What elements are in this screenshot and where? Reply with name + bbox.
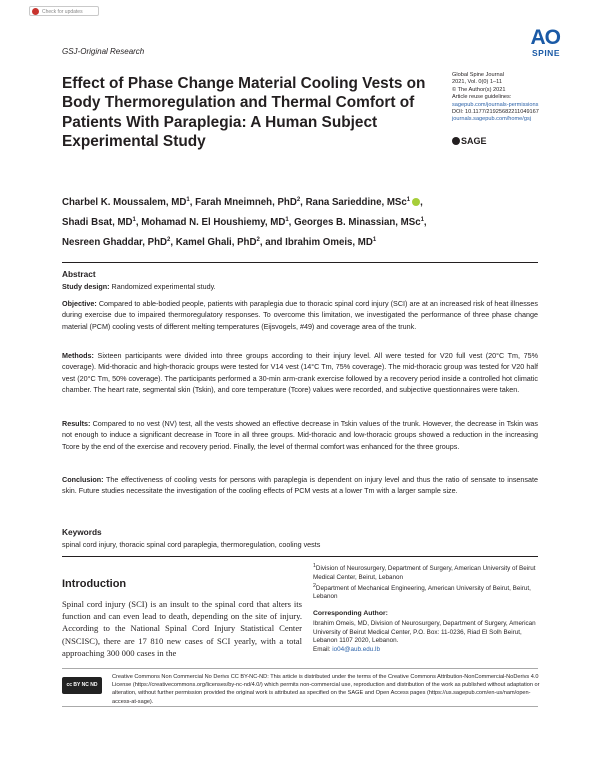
article-title: Effect of Phase Change Material Cooling Vests on Body Thermoregulation and Thermal Comfort of Patients With Paraplegia: A Human Subject Experimental Study (62, 75, 426, 151)
author: Farah Mneimneh, PhD (195, 197, 297, 209)
corresponding-author-heading: Corresponding Author: (313, 610, 388, 617)
update-icon (32, 8, 39, 15)
introduction-text: Spinal cord injury (SCI) is an insult to the spinal cord that alters its function and can even lead to death, depending on the site of injury. According to the National Spinal Cord Injury Statistical Center (NSCISC), there are 17 810 new cases of SCI yearly, with a total approaching 300 000 cases in the (62, 599, 302, 658)
affiliation-1: $^1$Division of Neurosurgery, Department of Surgery, American University of Beirut Medical Center, Beirut, Lebanon (313, 563, 536, 581)
divider (62, 668, 538, 669)
introduction-heading: Introduction (62, 578, 127, 590)
meta-reuse: Article reuse guidelines: (452, 94, 512, 101)
abstract-methods: Methods: Sixteen participants were divided into three groups according to their injury level. All were tested for V20 full vest (20°C Tm, 75% coverage). Mid-thoracic and high-thoracic groups were tested for V14 vest (14°C Tm, 75% coverage). The mid-thoracic group was tested for V20 half vest (20°C Tm, 50% coverage). The participants performed a 30-min arm-crank exercise followed by a recovery period inside a controlled hot climatic chamber. The heart rate, segmental skin (Tskin), and core temperature (Tcore) values were recorded, and subjective questionnaires were taken. (62, 351, 538, 394)
license-text: Creative Commons Non Commercial No Derivs CC BY-NC-ND: This article is distributed under the terms of the Creative Commons Attribution-NonCommercial-NoDerivs 4.0 License (https://creativecommons.org/licenses/by-nc-nd/4.0/) which permits non-commercial use, reproduction and distribution of the work as published without adaptation or alteration, without further permission provided the original work is attributed as specified on the SAGE and Open Access pages (https://us.sagepub.com/en-us/nam/open-access-at-sage). (112, 674, 540, 705)
article-category: GSJ-Original Research (62, 47, 145, 56)
author: Rana Sarieddine, MSc (305, 197, 407, 209)
abstract-heading: Abstract (62, 269, 96, 279)
meta-volume: 2021, Vol. 0(0) 1–11 (452, 79, 502, 86)
orcid-icon[interactable] (412, 198, 420, 206)
divider (62, 556, 538, 557)
author: Kamel Ghali, PhD (175, 237, 257, 249)
email-link[interactable]: io04@aub.edu.lb (332, 645, 380, 653)
keywords-heading: Keywords (62, 527, 102, 537)
abstract-study-design: Study design: Randomized experimental study. (62, 282, 216, 291)
abstract-objective: Objective: Compared to able-bodied people, patients with paraplegia due to thoracic spinal cord injury (SCI) are at an increased risk of heat illnesses during exercise due to impaired thermoregulatory responses. To overcome this limitation, we investigated the performance of three phase change material (PCM) cooling vests of different melting temperatures (Eijsvogels, #49) and coverage area of the trunk. (62, 299, 538, 331)
meta-journal-link[interactable]: journals.sagepub.com/home/gsj (452, 116, 531, 123)
author: Ibrahim Omeis, MD (285, 237, 373, 249)
affiliation-2: $^2$Department of Mechanical Engineering, American University of Beirut, Beirut, Lebanon (313, 582, 531, 601)
abstract-conclusion: Conclusion: The effectiveness of cooling vests for persons with paraplegia is dependent on injury level and thus the ratio of sensate to insensate skin. Future studies necessitate the investigation of the cooling effects of PCM vests at a lower Tm with a larger sample size. (62, 475, 538, 496)
author: Charbel K. Moussalem, MD (62, 197, 187, 209)
keywords-list: spinal cord injury, thoracic spinal cord paraplegia, thermoregulation, cooling vests (62, 540, 321, 549)
journal-meta (452, 72, 562, 124)
corresponding-author: Ibrahim Omeis, MD, Division of Neurosurgery, Department of Surgery, American University of Beirut Medical Center, P.O. Box: 11-0236, Riad El Solh Beirut, Lebanon 1107 2020, Lebanon. Email: io04@aub.edu.lb (313, 620, 536, 653)
divider (62, 262, 538, 263)
author: Mohamad N. El Houshiemy, MD (141, 217, 286, 229)
sage-logo-icon (452, 137, 460, 145)
cc-license-icon[interactable]: cc BY NC ND (62, 677, 102, 694)
meta-journal: Global Spine Journal (452, 72, 504, 78)
meta-copyright: © The Author(s) 2021 (452, 86, 506, 93)
author-list: Charbel K. Moussalem, $MD^1$, Farah Mneimneh, PhD$^2$, Rana Sarieddine, MSc$^1$ , Shadi Bsat, $MD^1$, Mohamad N. El Houshiemy, $MD^1$, Georges B. Minassian, MSc$^1$, Nesreen Ghaddar, PhD$^2$, Kamel Ghali, PhD$^2$, and Ibrahim Omeis, $MD^1$ (62, 197, 427, 249)
abstract-results: Results: Compared to no vest (NV) test, all the vests showed an effective decrease in Tskin values of the trunk. However, the decrease in Tskin was not enough to induce a significant decrease in Tcore in all three groups. Mid-thoracic and low-thoracic groups showed a reduction in the increasing Tcore by the end of the exercise and recovery period. Finally, the level of thermal comfort was enhanced for the three groups. (62, 419, 539, 451)
author: Georges B. Minassian, MSc (294, 217, 421, 229)
divider (62, 706, 538, 707)
publisher-logo: SAGE (452, 136, 487, 146)
affiliations (313, 562, 538, 602)
meta-permissions-link[interactable]: sagepub.com/journals-permissions (452, 101, 539, 108)
meta-doi[interactable]: DOI: 10.1177/21925682211049167 (452, 109, 539, 116)
check-for-updates-badge[interactable] (29, 6, 99, 16)
check-updates-label: Check for updates (42, 9, 83, 15)
author: Shadi Bsat, MD (62, 217, 133, 229)
author: Nesreen Ghaddar, PhD (62, 237, 167, 249)
journal-logo: AO (530, 26, 560, 49)
journal-logo-subtitle: SPINE (531, 48, 560, 58)
